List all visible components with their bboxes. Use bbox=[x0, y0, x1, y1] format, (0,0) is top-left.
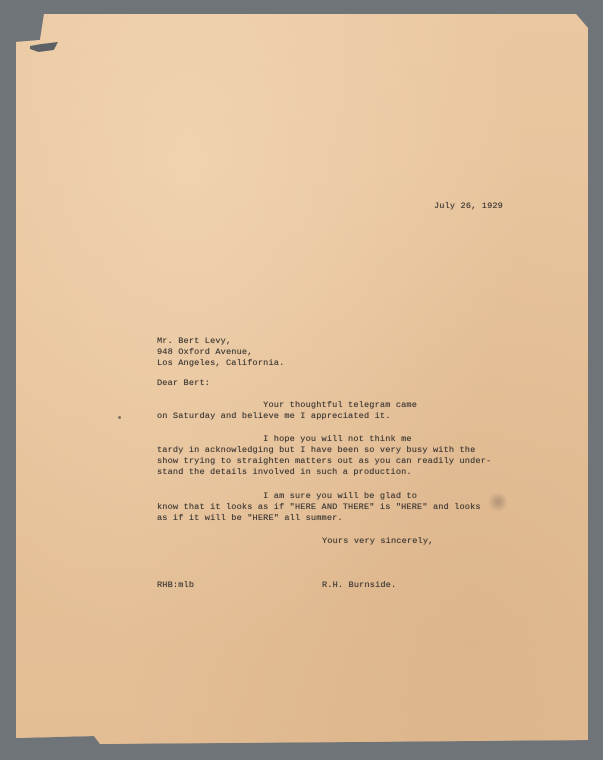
signature-name: R.H. Burnside. bbox=[322, 580, 397, 590]
paragraph-3-line-1: I am sure you will be glad to bbox=[157, 491, 418, 501]
letter-page bbox=[16, 14, 588, 744]
paragraph-1-line-1: Your thoughtful telegram came bbox=[157, 400, 418, 410]
recipient-city: Los Angeles, California. bbox=[157, 358, 285, 368]
salutation: Dear Bert: bbox=[157, 378, 211, 388]
ink-smudge bbox=[488, 492, 508, 512]
paragraph-2-line-3: show trying to straighten matters out as you can readily under- bbox=[157, 456, 492, 466]
typist-initials: RHB:mlb bbox=[157, 580, 195, 590]
recipient-street: 948 Oxford Avenue, bbox=[157, 347, 253, 357]
closing: Yours very sincerely, bbox=[322, 536, 434, 546]
paragraph-2-line-1: I hope you will not think me bbox=[157, 434, 412, 444]
paragraph-3-line-2: know that it looks as if "HERE AND THERE" is "HERE" and looks bbox=[157, 502, 481, 512]
paragraph-3-line-3: as if it will be "HERE" all summer. bbox=[157, 513, 343, 523]
paragraph-2-line-2: tardy in acknowledging but I have been so very busy with the bbox=[157, 445, 476, 455]
paragraph-1-line-2: on Saturday and believe me I appreciated it. bbox=[157, 411, 391, 421]
paragraph-2-line-4: stand the details involved in such a production. bbox=[157, 467, 412, 477]
paper-speck bbox=[118, 416, 121, 419]
recipient-name: Mr. Bert Levy, bbox=[157, 336, 232, 346]
letter-date: July 26, 1929 bbox=[434, 201, 503, 211]
